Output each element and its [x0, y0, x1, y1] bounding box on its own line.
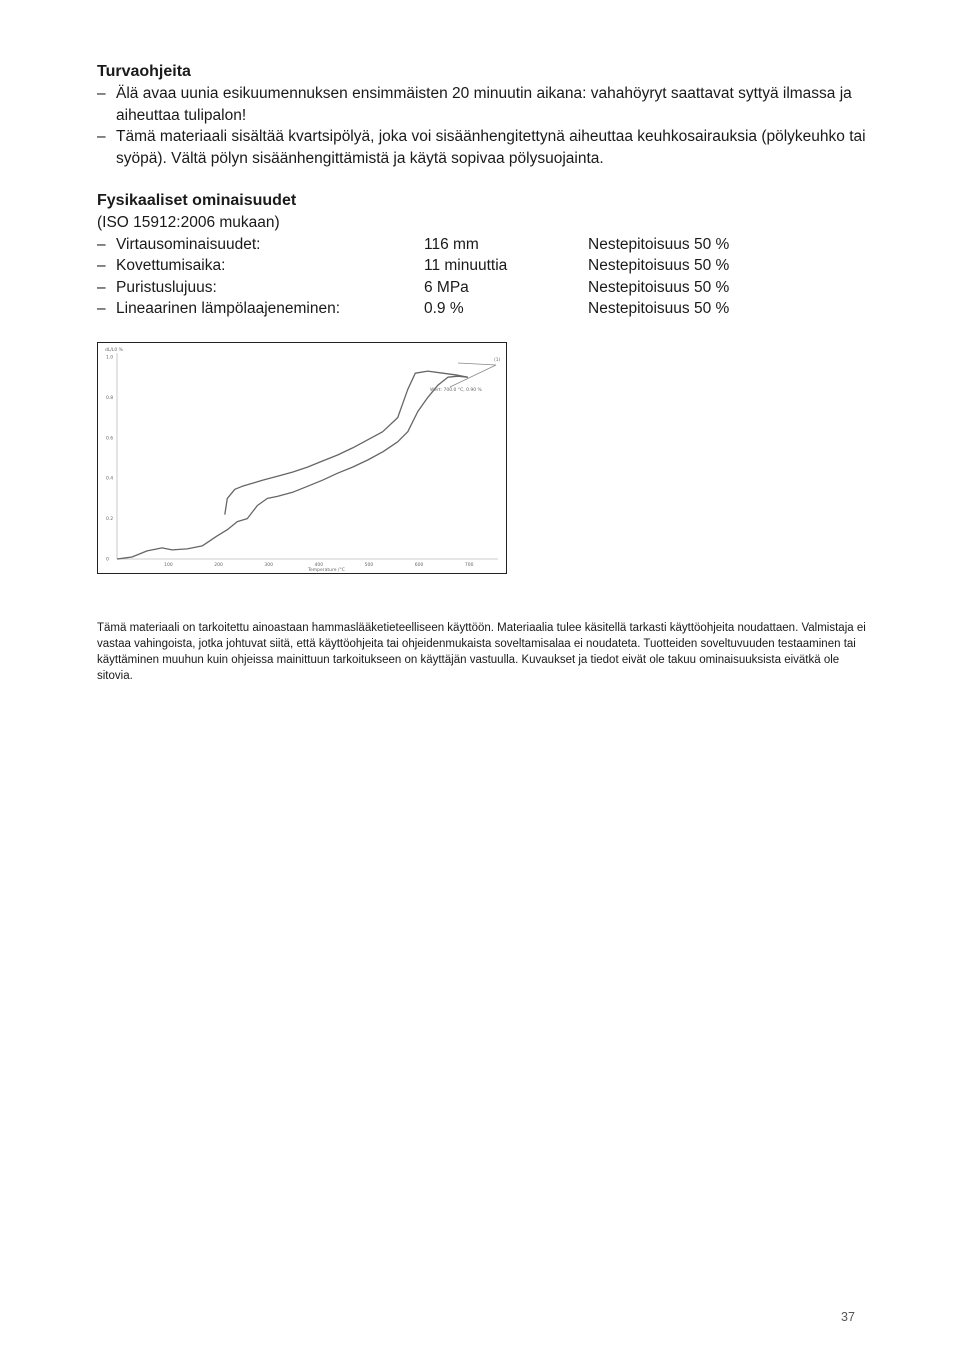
y-tick-label: 0.2: [106, 517, 114, 523]
y-tick-label: 0.4: [106, 476, 114, 482]
safety-item-text: Tämä materiaali sisältää kvartsipölyä, joka voi sisäänhengitettynä aiheuttaa keuhkosairauksia (pölykeuhko tai syöpä). Vältä pölyn sisäänhengittämistä ja käytä sopivaa pölysuojainta.: [116, 128, 866, 167]
page-number: 37: [841, 1310, 855, 1324]
disclaimer-text: Tämä materiaali on tarkoitettu ainoastaan hammaslääketieteelliseen käyttöön. Materiaalia tulee käsitellä tarkasti käyttöohjeita noudattaen. Valmistaja ei vastaa vahingoista, jotka johtuvat siitä, että käyttöohjeita tai ohjeidenmukaista soveltamisalaa ei noudateta. Tuotteiden soveltuvuuden testaaminen tai käyttäminen muuhun kuin ohjeissa mainittuun tarkoitukseen on käyttäjän vastuulla. Kuvaukset ja tiedot eivät ole takuu ominaisuuksista eivätkä ole sitovia.: [97, 621, 866, 682]
thermal-expansion-chart: [97, 342, 507, 574]
bullet-dash: –: [97, 278, 106, 296]
property-value: 11 minuuttia: [424, 257, 508, 274]
x-tick-label: 500: [364, 563, 374, 568]
physical-heading: Fysikaaliset ominaisuudet: [97, 192, 297, 209]
series-end-label: (1): [494, 358, 501, 363]
property-value: 0.9 %: [424, 300, 464, 317]
y-axis-label: dL/L0 %: [105, 348, 123, 353]
x-tick-label: 400: [314, 563, 324, 568]
safety-item: [97, 83, 867, 126]
bullet-dash: –: [97, 128, 106, 145]
x-axis-label: Temperature /°C: [308, 568, 345, 573]
chart-annotation: Wert: 700.0 °C, 0.90 %: [430, 388, 482, 393]
property-name: Kovettumisaika:: [116, 257, 226, 274]
bullet-dash: –: [97, 235, 106, 253]
property-value: 116 mm: [424, 235, 479, 253]
property-row: [97, 298, 867, 320]
property-condition: Nestepitoisuus 50 %: [588, 278, 730, 296]
x-tick-label: 200: [214, 563, 223, 568]
heating-curve-line: [117, 376, 468, 559]
x-tick-label: 600: [414, 563, 424, 568]
y-tick-label: 0.6: [106, 436, 114, 442]
property-name: Puristuslujuus:: [116, 278, 217, 296]
safety-item: [97, 126, 867, 169]
property-row: [97, 277, 867, 299]
property-condition: Nestepitoisuus 50 %: [588, 257, 730, 274]
physical-properties-section: [97, 190, 867, 320]
chart-canvas: [98, 343, 506, 573]
property-condition: Nestepitoisuus 50 %: [588, 300, 730, 317]
property-row: [97, 255, 867, 277]
x-tick-label: 700: [464, 563, 474, 568]
x-tick-label: 300: [264, 563, 273, 568]
bullet-dash: –: [97, 257, 106, 274]
y-tick-label: 0: [106, 557, 109, 563]
y-tick-label: 0.8: [106, 395, 114, 401]
property-name: Lineaarinen lämpölaajeneminen:: [116, 300, 341, 317]
safety-item-text: Älä avaa uunia esikuumennuksen ensimmäisten 20 minuutin aikana: vahahöyryt saattavat syttyä ilmassa ja aiheuttaa tulipalon!: [116, 85, 852, 124]
bullet-dash: –: [97, 300, 106, 317]
safety-section: [97, 61, 867, 169]
property-condition: Nestepitoisuus 50 %: [588, 235, 730, 253]
property-row: [97, 234, 867, 256]
safety-heading: Turvaohjeita: [97, 63, 191, 80]
x-tick-label: 100: [164, 563, 173, 568]
bullet-dash: –: [97, 85, 106, 102]
property-name: Virtausominaisuudet:: [116, 235, 261, 253]
standard-note: (ISO 15912:2006 mukaan): [97, 214, 280, 231]
property-value: 6 MPa: [424, 278, 469, 296]
y-tick-label: 1.0: [106, 355, 114, 361]
